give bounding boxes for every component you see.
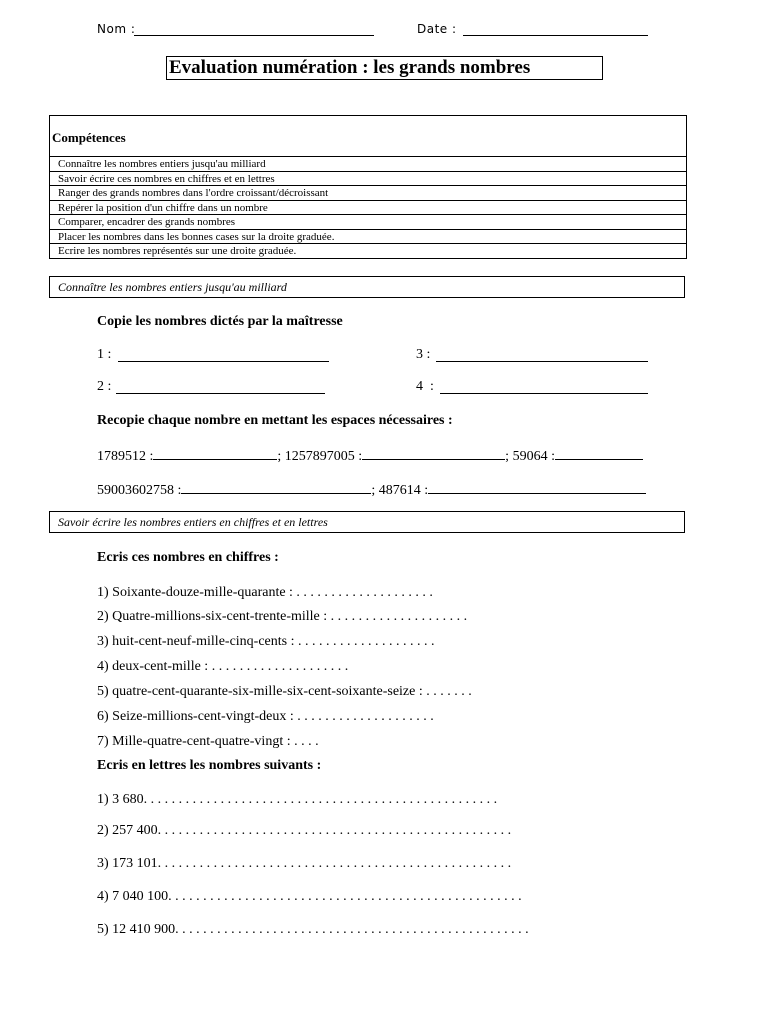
dictation-label-2: 2 : <box>97 379 112 394</box>
dictation-heading: Copie les nombres dictés par la maîtresse <box>97 314 343 329</box>
letters-heading: Ecris en lettres les nombres suivants : <box>97 758 322 773</box>
answer-line[interactable] <box>153 445 277 460</box>
date-label: Date : <box>417 22 457 36</box>
spaces-row-1: 1789512 : ; 1257897005 : ; 59064 : <box>97 445 643 465</box>
dictation-field-2[interactable] <box>116 379 325 394</box>
competence-row: Connaître les nombres entiers jusqu'au milliard <box>49 156 687 171</box>
number-item: 487614 <box>378 483 421 498</box>
number-item: 1257897005 <box>284 449 355 464</box>
digits-item: 4) deux-cent-mille : . . . . . . . . . . . . . . . . . . . . <box>97 659 349 674</box>
number-item: 59064 <box>512 449 548 464</box>
digits-item: 6) Seize-millions-cent-vingt-deux : . . . . . . . . . . . . . . . . . . . . <box>97 709 434 724</box>
dictation-label-3: 3 : <box>416 347 431 362</box>
number-item: 59003602758 <box>97 483 174 498</box>
competence-row: Placer les nombres dans les bonnes cases sur la droite graduée. <box>49 229 687 244</box>
nom-label: Nom : <box>97 22 136 36</box>
letters-item: 1) 3 680. . . . . . . . . . . . . . . . . . . . . . . . . . . . . . . . . . . . . . . . . . . . . . . . . . . <box>97 792 498 807</box>
spaces-heading: Recopie chaque nombre en mettant les espaces nécessaires : <box>97 413 453 428</box>
dictation-field-4[interactable] <box>440 379 648 394</box>
answer-line[interactable] <box>181 479 371 494</box>
answer-line[interactable] <box>555 445 643 460</box>
competence-row: Ranger des grands nombres dans l'ordre croissant/décroissant <box>49 185 687 200</box>
competence-row: Ecrire les nombres représentés sur une droite graduée. <box>49 243 687 258</box>
section-2-title: Savoir écrire les nombres entiers en chiffres et en lettres <box>49 511 685 533</box>
answer-line[interactable] <box>362 445 505 460</box>
digits-heading: Ecris ces nombres en chiffres : <box>97 550 279 565</box>
competence-row: Repérer la position d'un chiffre dans un nombre <box>49 200 687 215</box>
competence-row: Comparer, encadrer des grands nombres <box>49 214 687 229</box>
dictation-field-3[interactable] <box>436 347 648 362</box>
digits-item: 1) Soixante-douze-mille-quarante : . . . . . . . . . . . . . . . . . . . . <box>97 585 433 600</box>
letters-item: 5) 12 410 900. . . . . . . . . . . . . . . . . . . . . . . . . . . . . . . . . . . . . . . . . . . . . . . . . . . <box>97 922 529 937</box>
answer-line[interactable] <box>428 479 646 494</box>
digits-item: 2) Quatre-millions-six-cent-trente-mille : . . . . . . . . . . . . . . . . . . . . <box>97 609 468 624</box>
dictation-field-1[interactable] <box>118 347 329 362</box>
dictation-label-4: 4 : <box>416 379 434 394</box>
nom-field[interactable] <box>134 20 374 36</box>
letters-item: 3) 173 101. . . . . . . . . . . . . . . . . . . . . . . . . . . . . . . . . . . . . . . . . . . . . . . . . . . <box>97 856 512 871</box>
number-item: 1789512 <box>97 449 146 464</box>
letters-item: 2) 257 400. . . . . . . . . . . . . . . . . . . . . . . . . . . . . . . . . . . . . . . . . . . . . . . . . . . <box>97 823 512 838</box>
digits-item: 3) huit-cent-neuf-mille-cinq-cents : . . . . . . . . . . . . . . . . . . . . <box>97 634 435 649</box>
letters-item: 4) 7 040 100. . . . . . . . . . . . . . . . . . . . . . . . . . . . . . . . . . . . . . . . . . . . . . . . . . . <box>97 889 522 904</box>
date-field[interactable] <box>463 20 648 36</box>
dictation-label-1: 1 : <box>97 347 112 362</box>
spaces-row-2: 59003602758 : ; 487614 : <box>97 479 646 499</box>
digits-item: 7) Mille-quatre-cent-quatre-vingt : . . . . <box>97 734 319 749</box>
competences-heading: Compétences <box>52 130 126 145</box>
digits-item: 5) quatre-cent-quarante-six-mille-six-cent-soixante-seize : . . . . . . . <box>97 684 472 699</box>
section-1-title: Connaître les nombres entiers jusqu'au milliard <box>49 276 685 298</box>
competence-row: Savoir écrire ces nombres en chiffres et en lettres <box>49 171 687 186</box>
page-title: Evaluation numération : les grands nombres <box>166 56 603 80</box>
